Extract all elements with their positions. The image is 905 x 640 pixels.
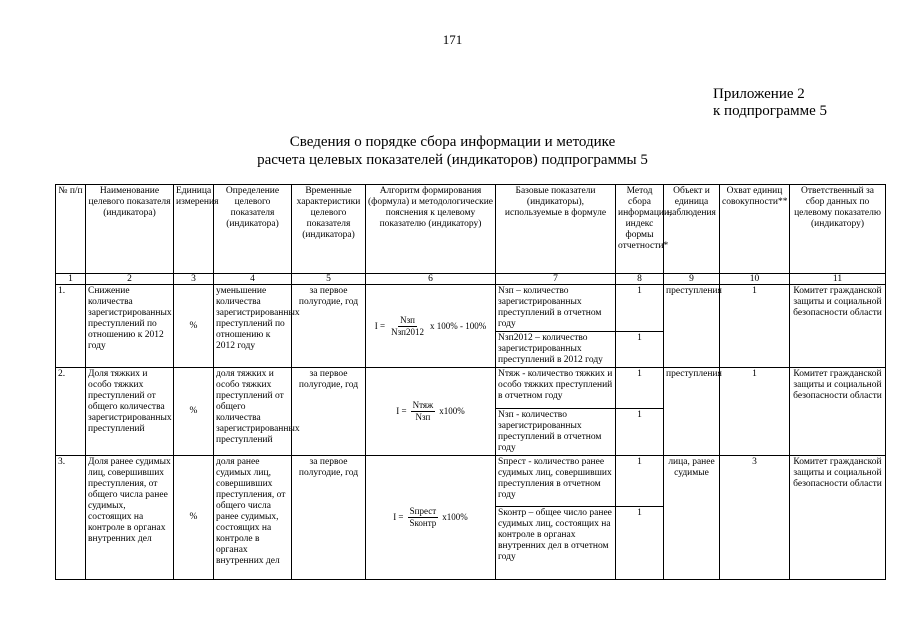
time-characteristics: за первое полугодие, год [292,456,366,580]
formula-tail: x100% [439,406,465,416]
collection-method: 1 [616,409,664,456]
column-number: 4 [214,274,292,285]
column-number: 1 [56,274,86,285]
formula [366,368,496,456]
header-cell: Базовые показатели (индикаторы), используемые в формуле [496,185,616,274]
formula-lhs: I = [396,406,407,416]
collection-method: 1 [616,368,664,409]
appendix-line-2: к подпрограмме 5 [713,103,827,119]
column-number: 3 [174,274,214,285]
collection-method: 1 [616,332,664,368]
unit: % [174,456,214,580]
header-cell: Временные характеристики целевого показателя (индикатора) [292,185,366,274]
formula [366,456,496,580]
indicator-definition: уменьшение количества зарегистрированных преступлений по отношению к 2012 году [214,285,292,368]
title-line-1: Сведения о порядке сбора информации и методике [289,134,616,150]
formula [366,285,496,368]
table-row [56,285,886,332]
appendix-label [713,86,827,120]
column-number: 7 [496,274,616,285]
collection-method: 1 [616,507,664,580]
column-number: 9 [664,274,720,285]
header-cell: Метод сбора информации, индекс формы отчетности* [616,185,664,274]
indicators-table [55,184,886,580]
base-indicator: Nзп2012 – количество зарегистрированных преступлений в 2012 году [496,332,616,368]
header-cell: Алгоритм формирования (формула) и методологические пояснения к целевому показателю (индикатору) [366,185,496,274]
row-number: 2. [56,368,86,456]
indicator-name: Снижение количества зарегистрированных преступлений по отношению к 2012 году [86,285,174,368]
unit: % [174,285,214,368]
indicator-definition: доля ранее судимых лиц, совершивших преступления, от общего числа ранее судимых, состоящих на контроле в органах внутренних дел [214,456,292,580]
formula-denominator: Nзп [415,412,431,422]
responsible: Комитет гражданской защиты и социальной безопасности области [790,456,886,580]
responsible: Комитет гражданской защиты и социальной безопасности области [790,368,886,456]
collection-method: 1 [616,285,664,332]
observation-object: преступления [664,368,720,456]
header-cell: Единица измерения [174,185,214,274]
header-cell: Охват единиц совокупности** [720,185,790,274]
formula-lhs: I = [393,512,404,522]
column-number: 11 [790,274,886,285]
collection-method: 1 [616,456,664,507]
base-indicator: Nзп - количество зарегистрированных преступлений в отчетном году [496,409,616,456]
row-number: 1. [56,285,86,368]
column-number: 5 [292,274,366,285]
indicator-definition: доля тяжких и особо тяжких преступлений от общего количества зарегистрированных преступлений [214,368,292,456]
formula-tail: x 100% - 100% [429,320,487,331]
coverage: 1 [720,368,790,456]
indicator-name: Доля тяжких и особо тяжких преступлений от общего количества зарегистрированных преступлений [86,368,174,456]
responsible: Комитет гражданской защиты и социальной безопасности области [790,285,886,368]
formula-denominator: Nзп2012 [391,326,424,337]
formula-numerator: Nзп [400,314,415,325]
indicator-name: Доля ранее судимых лиц, совершивших преступления, от общего числа ранее судимых, состоящих на контроле в органах внутренних дел [86,456,174,580]
column-number: 8 [616,274,664,285]
time-characteristics: за первое полугодие, год [292,368,366,456]
column-number-row [56,274,886,285]
column-number: 6 [366,274,496,285]
formula-lhs: I = [374,320,386,331]
document-title [0,133,905,169]
observation-object: преступления [664,285,720,368]
base-indicator: Nзп – количество зарегистрированных преступлений в отчетном году [496,285,616,332]
formula-tail: x100% [442,512,468,522]
page-number: 171 [442,32,463,47]
title-line-2: расчета целевых показателей (индикаторов) подпрограммы 5 [257,152,648,168]
table-header-row [56,185,886,274]
header-cell: № п/п [56,185,86,274]
unit: % [174,368,214,456]
formula-numerator: Sпрест [409,506,437,516]
header-cell: Объект и единица наблюдения [664,185,720,274]
coverage: 3 [720,456,790,580]
header-cell: Ответственный за сбор данных по целевому показателю (индикатору) [790,185,886,274]
column-number: 2 [86,274,174,285]
appendix-line-1: Приложение 2 [713,86,805,102]
observation-object: лица, ранее судимые [664,456,720,580]
table-row [56,456,886,507]
row-number: 3. [56,456,86,580]
header-cell: Наименование целевого показателя (индикатора) [86,185,174,274]
column-number: 10 [720,274,790,285]
formula-numerator: Nтяж [412,400,434,410]
base-indicator: Nтяж - количество тяжких и особо тяжких преступлений в отчетном году [496,368,616,409]
base-indicator: Sконтр – общее число ранее судимых лиц, состоящих на контроле в органах внутренних дел в отчетном году [496,507,616,580]
header-cell: Определение целевого показателя (индикатора) [214,185,292,274]
table-row [56,368,886,409]
coverage: 1 [720,285,790,368]
time-characteristics: за первое полугодие, год [292,285,366,368]
base-indicator: Sпрест - количество ранее судимых лиц, совершивших преступления в отчетном году [496,456,616,507]
formula-denominator: Sконтр [409,518,437,528]
